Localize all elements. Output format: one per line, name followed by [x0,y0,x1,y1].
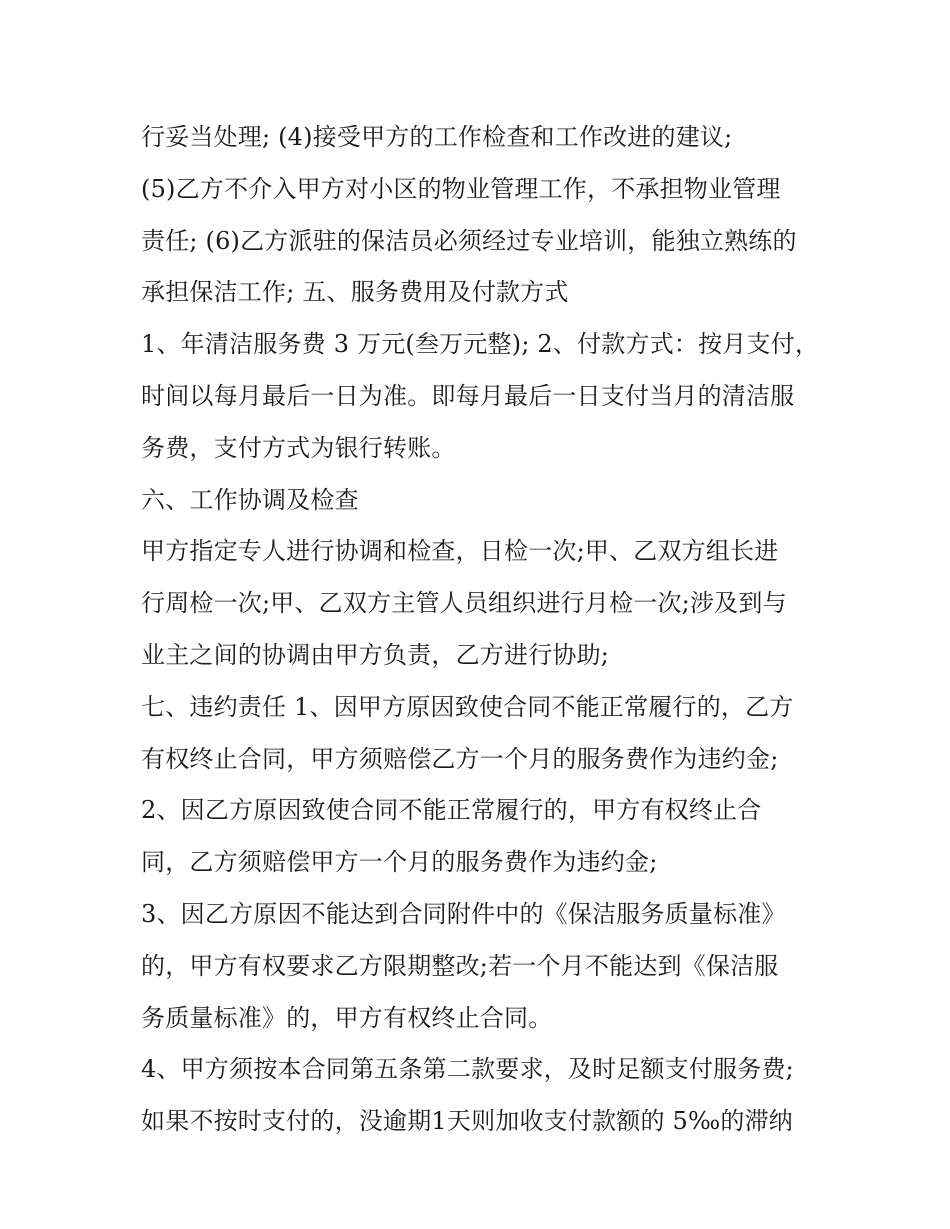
text-line: 如果不按时支付的，没逾期1天则加收支付款额的 5‰的滞纳 [141,1107,793,1136]
text-line: 责任; (6)乙方派驻的保洁员必须经过专业培训，能独立熟练的 [141,226,797,255]
text-line: 2、因乙方原因致使合同不能正常履行的，甲方有权终止合 [141,796,762,825]
text-line: 七、违约责任 1、因甲方原因致使合同不能正常履行的，乙方 [141,692,794,721]
contract-body-text [141,112,821,1148]
text-line: 务质量标准》的，甲方有权终止合同。 [141,1003,553,1032]
text-line: 行周检一次;甲、乙双方主管人员组织进行月检一次;涉及到与 [141,589,787,618]
text-line: 4、甲方须按本合同第五条第二款要求，及时足额支付服务费; [141,1055,794,1084]
text-line: 同，乙方须赔偿甲方一个月的服务费作为违约金; [141,848,658,877]
text-line: 务费，支付方式为银行转账。 [141,433,456,462]
text-line: (5)乙方不介入甲方对小区的物业管理工作，不承担物业管理 [141,174,781,203]
section-heading-six: 六、工作协调及检查 [141,485,359,514]
text-line: 承担保洁工作; 五、服务费用及付款方式 [141,278,569,307]
text-line: 1、年清洁服务费 3 万元(叁万元整); 2、付款方式：按月支付， [141,330,820,359]
text-line: 业主之间的协调由甲方负责，乙方进行协助; [141,640,610,669]
text-line: 的，甲方有权要求乙方限期整改;若一个月不能达到《保洁服 [141,951,779,980]
text-line: 行妥当处理; (4)接受甲方的工作检查和工作改进的建议; [141,123,733,151]
text-line: 时间以每月最后一日为准。即每月最后一日支付当月的清洁服 [141,381,795,410]
text-line: 有权终止合同，甲方须赔偿乙方一个月的服务费作为违约金; [141,744,779,773]
text-line: 甲方指定专人进行协调和检查，日检一次;甲、乙双方组长进 [141,537,779,566]
text-line: 3、因乙方原因不能达到合同附件中的《保洁服务质量标准》 [141,899,786,928]
